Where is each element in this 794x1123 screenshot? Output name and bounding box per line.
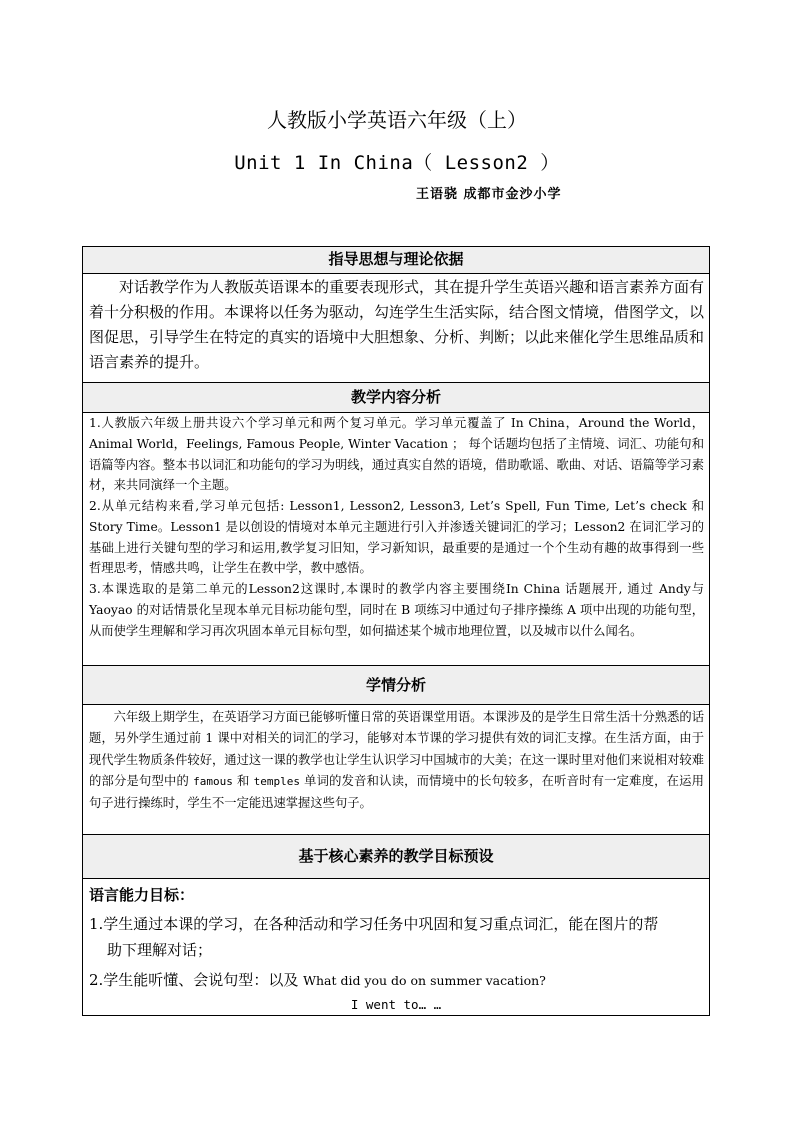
- author-line: 王语骁 成都市金沙小学: [416, 187, 562, 202]
- content-paragraph-3: 3.本课选取的是第二单元的Lesson2这课时,本课时的教学内容主要围绕In China 话题展开, 通过 Andy与 Yaoyao 的对话情景化呈现本单元目标功能句型，同时在 B 项练习中通过句子排序操练 A 项中出现的功能句型，从而使学生理解和学习再次巩固本单元目标句型，如何描述某个城市地理位置，以及城市以什么闻名。: [89, 582, 704, 638]
- section-heading-guide: 指导思想与理论依据: [83, 247, 709, 274]
- document-subtitle: Unit 1 In China（ Lesson2 ）: [234, 152, 560, 174]
- goal-item-2: [89, 967, 704, 994]
- learner-text-after: 单词的发音和认读，而情境中的长句较多，在听音时有一定难度，在运用句子进行操练时，学生不一定能迅速掌握这些句子。: [89, 774, 704, 810]
- learner-text-before: 六年级上期学生，在英语学习方面已能够听懂日常的英语课堂用语。本课涉及的是学生日常生活十分熟悉的话题，另外学生通过前 1 课中对相关的词汇的学习，能够对本节课的学习提供有效的词汇支撑。在生活方面，由于现代学生物质条件较好，通过这一课的教学也让学生认识学习中国城市的大美；在这一课时里对他们来说相对较难的部分是句型中的: [89, 710, 704, 789]
- goal-sentence-2: I went to… …: [350, 997, 442, 1012]
- goal-item-1-line-1: 1.学生通过本课的学习，在各种活动和学习任务中巩固和复习重点词汇，能在图片的帮: [89, 915, 659, 933]
- language-ability-label: 语言能力目标：: [89, 886, 195, 904]
- section-heading-learner: 学情分析: [83, 665, 709, 705]
- learner-word-temples: temples: [253, 775, 300, 789]
- guide-paragraph: 对话教学作为人教版英语课本的重要表现形式，其在提升学生英语兴趣和语言素养方面有着十分积极的作用。本课将以任务为驱动，勾连学生生活实际，结合图文情境，借图学文，以图促思，引导学生在特定的真实的语境中大胆想象、分析、判断；以此来催化学生思维品质和语言素养的提升。: [89, 278, 705, 371]
- goal-item-1: [89, 911, 704, 963]
- learner-word-famous: famous: [193, 775, 233, 789]
- goal-item-2-sentence: What did you do on summer vacation?: [303, 973, 546, 988]
- content-paragraph-1: 1.人教版六年级上册共设六个学习单元和两个复习单元。学习单元覆盖了 In China，Around the World，Animal World，Feelings, Famous People, Winter Vacation ； 每个话题均包括了主情境、词汇、功能句和语篇等内容。整本书以词汇和功能句的学习为明线，通过真实自然的语境，借助歌谣、歌曲、对话、语篇等学习素材，来共同演绎一个主题。: [89, 416, 704, 493]
- lesson-plan-table: [82, 246, 710, 1016]
- goal-item-1-line-2: 助下理解对话；: [107, 941, 213, 959]
- document-title: 人教版小学英语六年级（上）: [267, 108, 527, 132]
- goal-item-2-prefix: 2.学生能听懂、会说句型：以及: [89, 971, 304, 989]
- learner-text-mid: 和: [232, 774, 254, 789]
- section-heading-content: 教学内容分析: [83, 382, 709, 413]
- content-paragraph-2: 2.从单元结构来看,学习单元包括: Lesson1, Lesson2, Lesson3, Let’s Spell, Fun Time, Let’s check 和 Story Time。Lesson1 是以创设的情境对本单元主题进行引入并渗透关键词汇的学习；Lesson2 在词汇学习的基础上进行关键句型的学习和运用,教学复习旧知，学习新知识，最重要的是通过一个个生动有趣的故事得到一些哲理思考，情感共鸣，让学生在教中学，教中感悟。: [89, 499, 704, 576]
- learner-paragraph: [89, 707, 704, 814]
- section-heading-goals: 基于核心素养的教学目标预设: [83, 834, 709, 879]
